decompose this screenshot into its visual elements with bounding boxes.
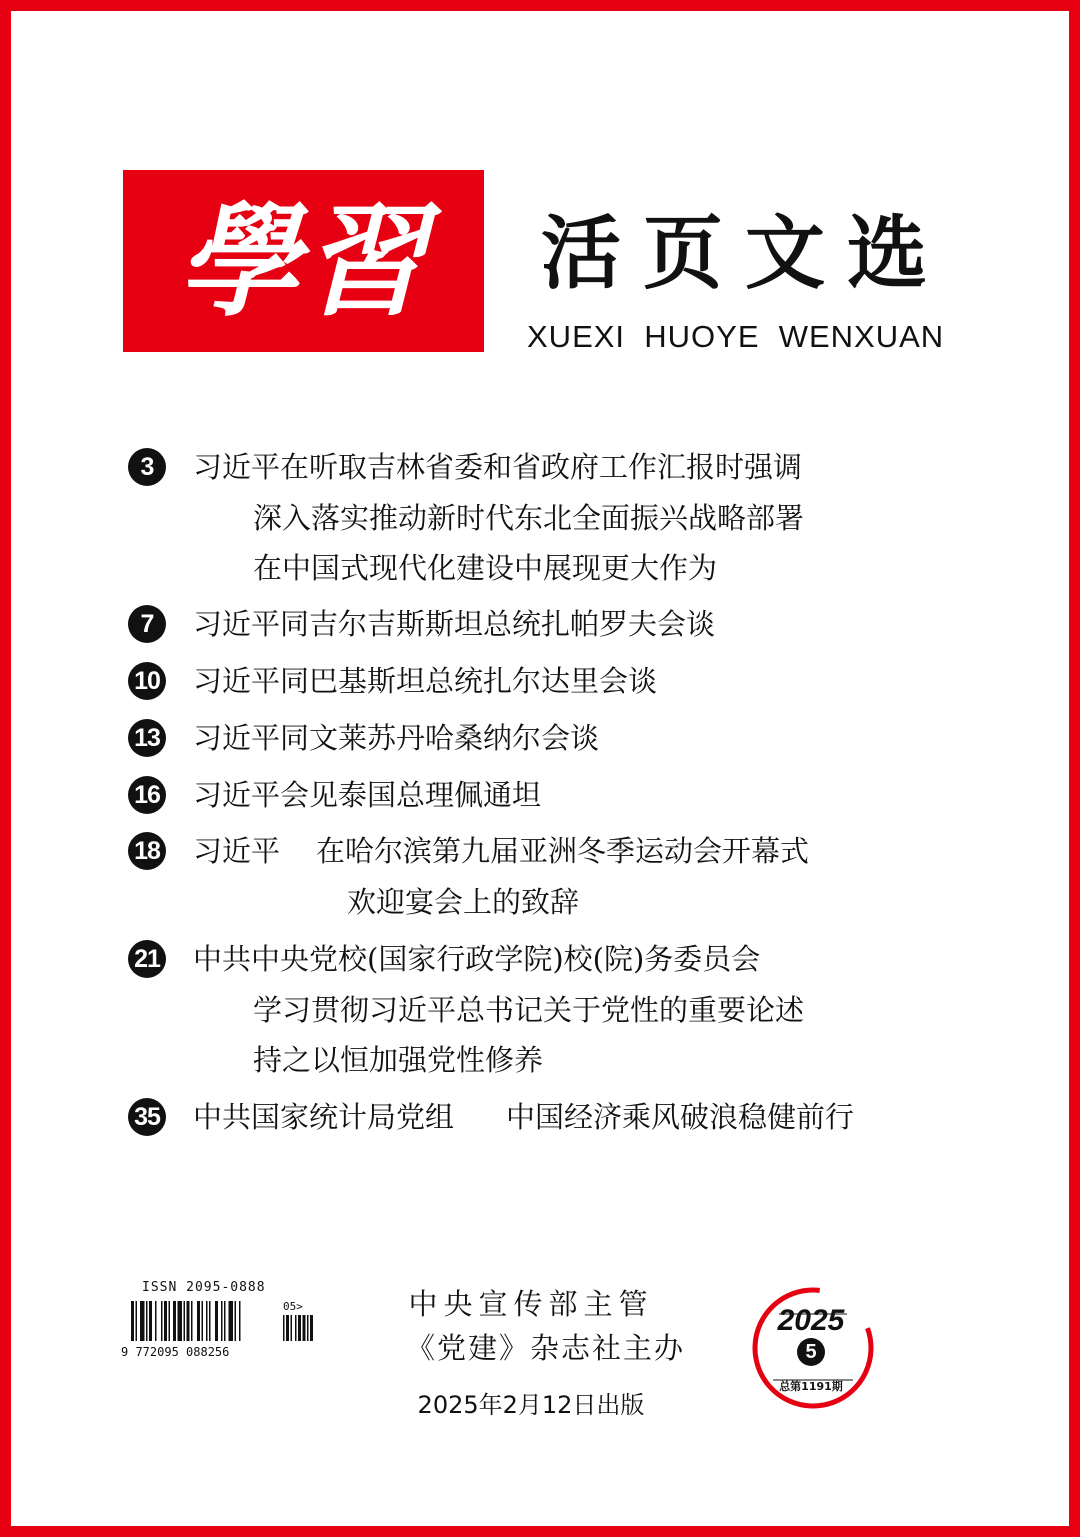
issue-number: 5	[797, 1338, 825, 1366]
toc-page-number: 7	[128, 605, 166, 643]
toc-headline: 习近平同文莱苏丹哈桑纳尔会谈	[193, 721, 600, 755]
toc-page-number: 3	[128, 448, 166, 486]
magazine-title-en: XUEXI HUOYE WENXUAN	[527, 319, 945, 354]
issue-year: 2025	[777, 1304, 845, 1337]
publisher-supervisor: 中央宣传部主管	[408, 1287, 654, 1321]
toc-headline: 深入落实推动新时代东北全面振兴战略部署	[253, 501, 805, 535]
toc-headline: 习近平同吉尔吉斯斯坦总统扎帕罗夫会谈	[193, 607, 716, 641]
toc-page-number: 18	[128, 832, 166, 870]
toc-headline: 习近平同巴基斯坦总统扎尔达里会谈	[193, 664, 658, 698]
issn-number: ISSN 2095-0888	[142, 1280, 266, 1295]
publisher-sponsor: 《党建》杂志社主办	[406, 1331, 686, 1365]
toc-author: 中共国家统计局党组	[193, 1100, 455, 1134]
publish-date: 2025年2月12日出版	[417, 1391, 645, 1419]
toc-headline: 欢迎宴会上的致辞	[347, 885, 580, 919]
magazine-title-cn: 活页文选	[541, 206, 949, 300]
toc-headline: 习近平会见泰国总理佩通坦	[193, 778, 542, 812]
toc-headline: 在哈尔滨第九届亚洲冬季运动会开幕式	[316, 834, 810, 868]
toc-author: 中共中央党校(国家行政学院)校(院)务委员会	[193, 942, 761, 976]
toc-page-number: 10	[128, 662, 166, 700]
toc-author: 习近平	[193, 834, 281, 868]
toc-kicker: 习近平在听取吉林省委和省政府工作汇报时强调	[193, 450, 803, 484]
barcode-digits: 9 772095 088256	[121, 1345, 230, 1359]
toc-headline: 学习贯彻习近平总书记关于党性的重要论述	[253, 993, 805, 1027]
barcode-addon-code: 05>	[283, 1300, 303, 1313]
toc-page-number: 16	[128, 776, 166, 814]
toc-headline: 持之以恒加强党性修养	[253, 1043, 544, 1077]
toc-page-number: 13	[128, 719, 166, 757]
toc-headline: 中国经济乘风破浪稳健前行	[506, 1100, 855, 1134]
issue-total-number: 总第1191期	[779, 1380, 843, 1393]
masthead-logo	[123, 170, 484, 352]
toc-headline: 在中国式现代化建设中展现更大作为	[253, 551, 718, 585]
toc-page-number: 21	[128, 940, 166, 978]
toc-page-number: 35	[128, 1098, 166, 1136]
logo-calligraphy: 學習	[177, 189, 430, 333]
